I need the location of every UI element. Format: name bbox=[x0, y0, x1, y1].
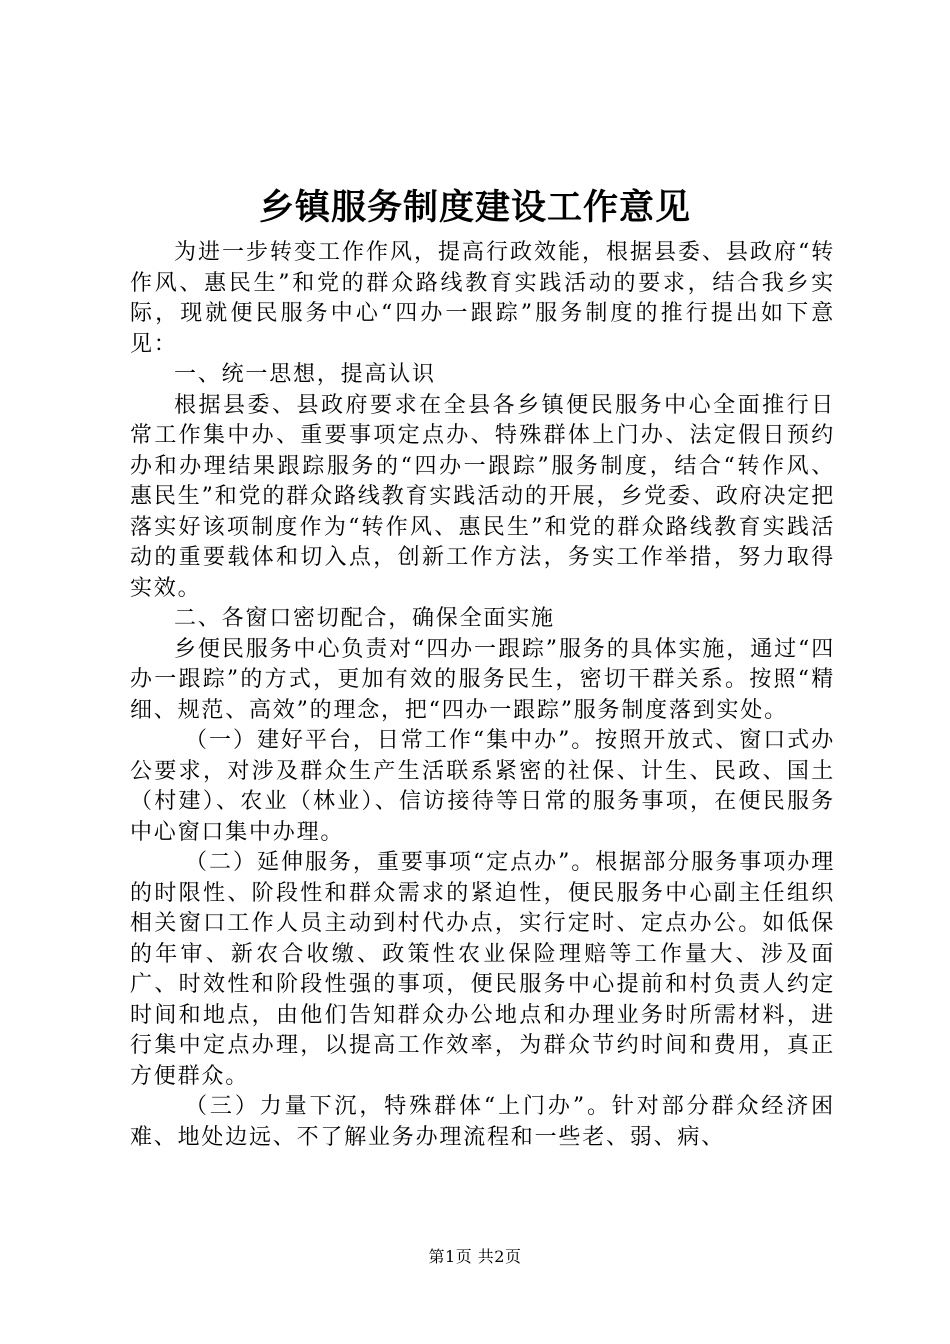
section-heading-1: 一、统一思想，提高认识 bbox=[174, 362, 436, 387]
paragraph-item-1: （一）建好平台，日常工作“集中办”。按照开放式、窗口式办公要求，对涉及群众生产生活联系紧密的社保、计生、民政、国土（村建）、农业（林业）、信访接待等日常的服务事项，在便民服务中心窗口集中办理。 bbox=[130, 728, 835, 845]
paragraph-item-2: （二）延伸服务，重要事项“定点办”。根据部分服务事项办理的时限性、阶段性和群众需求的紧迫性，便民服务中心副主任组织相关窗口工作人员主动到村代办点，实行定时、定点办公。如低保的年审、新农合收缴、政策性农业保险理赔等工作量大、涉及面广、时效性和阶段性强的事项，便民服务中心提前和村负责人约定时间和地点，由他们告知群众办公地点和办理业务时所需材料，进行集中定点办理，以提高工作效率，为群众节约时间和费用，真正方便群众。 bbox=[130, 850, 835, 1089]
document-body bbox=[130, 238, 835, 1153]
paragraph-section-1: 根据县委、县政府要求在全县各乡镇便民服务中心全面推行日常工作集中办、重要事项定点办、特殊群体上门办、法定假日预约办和办理结果跟踪服务的“四办一跟踪”服务制度，结合“转作风、惠民生”和党的群众路线教育实践活动的开展，乡党委、政府决定把落实好该项制度作为“转作风、惠民生”和党的群众路线教育实践活动的重要载体和切入点，创新工作方法，务实工作举措，努力取得实效。 bbox=[130, 392, 835, 601]
paragraph-item-3: （三）力量下沉，特殊群体“上门办”。针对部分群众经济困难、地处边远、不了解业务办理流程和一些老、弱、病、 bbox=[130, 1094, 835, 1150]
page-number-footer: 第1页 共2页 bbox=[428, 1247, 522, 1266]
section-heading-2: 二、各窗口密切配合，确保全面实施 bbox=[174, 606, 555, 631]
document-title: 乡镇服务制度建设工作意见 bbox=[258, 188, 691, 228]
paragraph-intro: 为进一步转变工作作风，提高行政效能，根据县委、县政府“转作风、惠民生”和党的群众路线教育实践活动的要求，结合我乡实际，现就便民服务中心“四办一跟踪”服务制度的推行提出如下意见： bbox=[130, 240, 835, 357]
paragraph-section-2: 乡便民服务中心负责对“四办一跟踪”服务的具体实施，通过“四办一跟踪”的方式，更加有效的服务民生，密切干群关系。按照“精细、规范、高效”的理念，把“四办一跟踪”服务制度落到实处。 bbox=[130, 636, 835, 723]
